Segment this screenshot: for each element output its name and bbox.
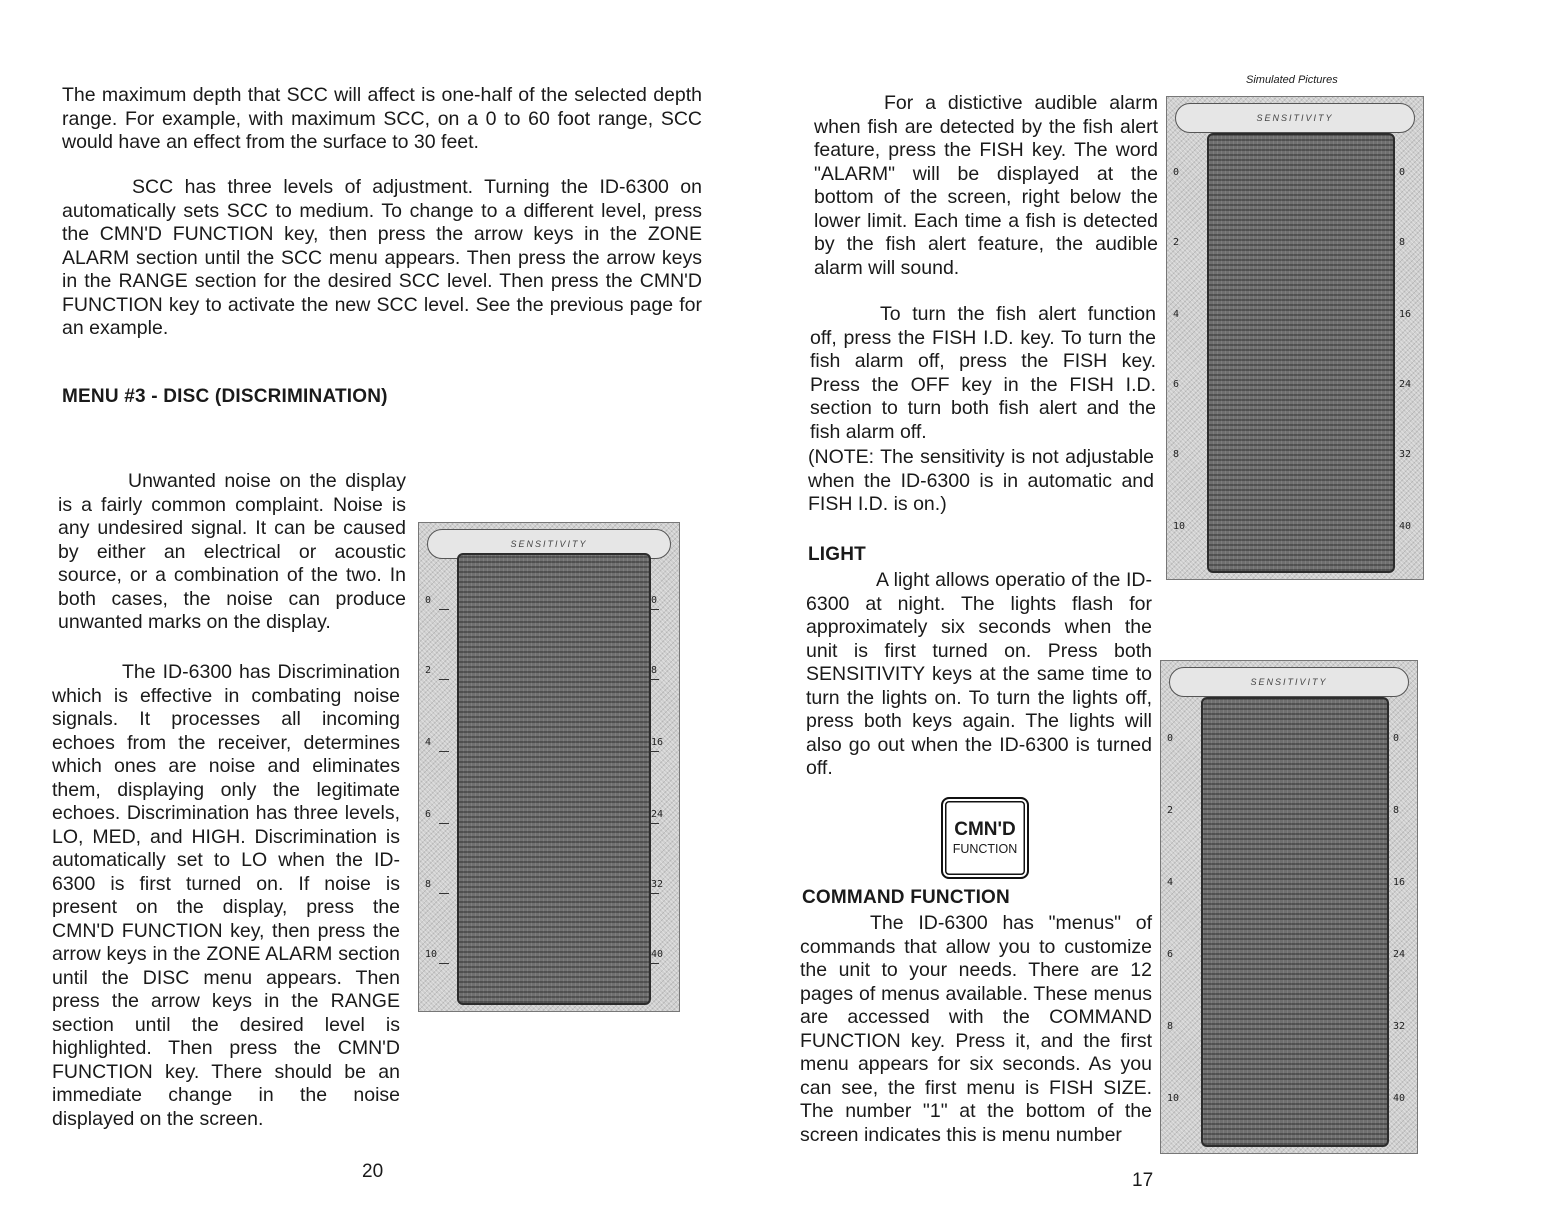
depth-scale-label: 0 — [1167, 733, 1174, 744]
sensitivity-label: SENSITIVITY — [427, 529, 671, 559]
depth-scale-label: 24 — [1399, 379, 1412, 390]
cmnd-function-key-icon — [941, 797, 1029, 879]
fish-alert-off-paragraph: To turn the fish alert function off, press the FISH I.D. key. To turn the fish alarm off, press the FISH key. Press the OFF key in the FISH I.D. section to turn both fish alert and the fish alarm off. — [810, 303, 1156, 443]
discrimination-paragraph: The ID-6300 has Discrimination which is effective in combating noise signals. It processes all incoming echoes from the receiver, determines which ones are noise and eliminates them, displaying only the legitimate echoes. Discrimination has three levels, LO, MED, and HIGH. Discrimination is automatically set to LO when the ID-6300 is first turned on. If noise is present on the display, press the CMN'D FUNCTION key, then press the arrow keys in the ZONE ALARM section until the DISC menu appears. Then press the arrow keys in the RANGE section until the desired level is highlighted. Then press the CMN'D FUNCTION key. There should be an immediate change in the noise displayed on the screen. — [52, 661, 400, 1130]
cmnd-label: CMN'D — [954, 819, 1016, 840]
scale-tick — [439, 679, 449, 680]
depth-scale-label: 6 — [1167, 949, 1174, 960]
depth-scale-label: 8 — [1173, 449, 1180, 460]
sonar-display-illustration-top — [1166, 96, 1424, 580]
lcd-screen — [457, 553, 651, 1005]
scc-depth-paragraph: The maximum depth that SCC will affect is one-half of the selected depth range. For example, with maximum SCC, on a 0 to 60 foot range, SCC would have an effect from the surface to 30 feet. — [62, 84, 702, 153]
scale-tick — [649, 609, 659, 610]
depth-scale-label: 40 — [651, 949, 664, 960]
right-page-number: 17 — [1132, 1170, 1154, 1191]
depth-scale-label: 4 — [1173, 309, 1180, 320]
scale-tick — [439, 751, 449, 752]
depth-scale-label: 40 — [1399, 521, 1412, 532]
depth-scale-label: 0 — [1173, 167, 1180, 178]
depth-scale-label: 8 — [1393, 805, 1400, 816]
depth-scale-label: 24 — [1393, 949, 1406, 960]
scc-levels-paragraph: SCC has three levels of adjustment. Turning the ID-6300 on automatically sets SCC to medium. To change to a different level, press the CMN'D FUNCTION key, then press the arrow keys in the ZONE ALARM section until the SCC menu appears. Then press the arrow keys in the RANGE section for the desired SCC level. Then press the CMN'D FUNCTION key to activate the new SCC level. See the previous page for an example. — [62, 176, 702, 339]
sensitivity-note: (NOTE: The sensitivity is not adjustable when the ID-6300 is in automatic and FISH I.D. is on.) — [808, 446, 1154, 515]
depth-scale-label: 16 — [651, 737, 664, 748]
scale-tick — [439, 609, 449, 610]
scale-tick — [439, 823, 449, 824]
depth-scale-label: 0 — [1399, 167, 1406, 178]
sonar-display-illustration-bottom — [1160, 660, 1418, 1154]
command-function-heading: COMMAND FUNCTION — [802, 887, 1010, 908]
scale-tick — [649, 823, 659, 824]
depth-scale-label: 0 — [651, 595, 658, 606]
depth-scale-label: 24 — [651, 809, 664, 820]
depth-scale-label: 32 — [651, 879, 664, 890]
depth-scale-label: 8 — [425, 879, 432, 890]
depth-scale-label: 2 — [1167, 805, 1174, 816]
function-label: FUNCTION — [952, 842, 1018, 856]
depth-scale-label: 8 — [1399, 237, 1406, 248]
fish-alarm-paragraph: For a distictive audible alarm when fish are detected by the fish alert feature, press the FISH key. The word "ALARM" will be displayed at the bottom of the screen, right below the lower limit. Each time a fish is detected by the fish alert feature, the audible alarm will sound. — [814, 92, 1158, 279]
depth-scale-label: 2 — [1173, 237, 1180, 248]
simulated-pictures-caption: Simulated Pictures — [1246, 74, 1338, 86]
left-page-number: 20 — [362, 1161, 384, 1182]
depth-scale-label: 4 — [1167, 877, 1174, 888]
menu-3-heading: MENU #3 - DISC (DISCRIMINATION) — [62, 386, 388, 407]
depth-scale-label: 16 — [1399, 309, 1412, 320]
sensitivity-label: SENSITIVITY — [1169, 667, 1409, 697]
depth-scale-label: 4 — [425, 737, 432, 748]
depth-scale-label: 16 — [1393, 877, 1406, 888]
depth-scale-label: 0 — [425, 595, 432, 606]
light-heading: LIGHT — [808, 544, 866, 565]
command-function-paragraph: The ID-6300 has "menus" of commands that allow you to customize the unit to your needs. There are 12 pages of menus available. These menus are accessed with the COMMAND FUNCTION key. Press it, and the first menu appears for six seconds. As you can see, the first menu is FISH SIZE. The number "1" at the bottom of the screen indicates this is menu number — [800, 912, 1152, 1146]
depth-scale-label: 32 — [1393, 1021, 1406, 1032]
depth-scale-label: 6 — [1173, 379, 1180, 390]
sensitivity-label: SENSITIVITY — [1175, 103, 1415, 133]
scale-tick — [649, 963, 659, 964]
depth-scale-label: 10 — [1167, 1093, 1180, 1104]
depth-scale-label: 32 — [1399, 449, 1412, 460]
depth-scale-label: 10 — [1173, 521, 1186, 532]
depth-scale-label: 8 — [651, 665, 658, 676]
depth-scale-label: 0 — [1393, 733, 1400, 744]
depth-scale-label: 8 — [1167, 1021, 1174, 1032]
noise-paragraph: Unwanted noise on the display is a fairly common complaint. Noise is any undesired signal. It can be caused by either an electrical or acoustic source, or a combination of the two. In both cases, the noise can produce unwanted marks on the display. — [58, 470, 406, 633]
depth-scale-label: 40 — [1393, 1093, 1406, 1104]
lcd-screen — [1201, 697, 1389, 1147]
scale-tick — [439, 893, 449, 894]
depth-scale-label: 2 — [425, 665, 432, 676]
scale-tick — [649, 751, 659, 752]
sonar-display-illustration — [418, 522, 680, 1012]
scale-tick — [439, 963, 449, 964]
lcd-screen — [1207, 133, 1395, 573]
light-paragraph: A light allows operatio of the ID-6300 at night. The lights flash for approximately six seconds when the unit is first turned on. Press both SENSITIVITY keys at the same time to turn the lights on. To turn the lights off, press both keys again. The lights will also go out when the ID-6300 is turned off. — [806, 569, 1152, 779]
depth-scale-label: 6 — [425, 809, 432, 820]
depth-scale-label: 10 — [425, 949, 438, 960]
scale-tick — [649, 679, 659, 680]
scale-tick — [649, 893, 659, 894]
